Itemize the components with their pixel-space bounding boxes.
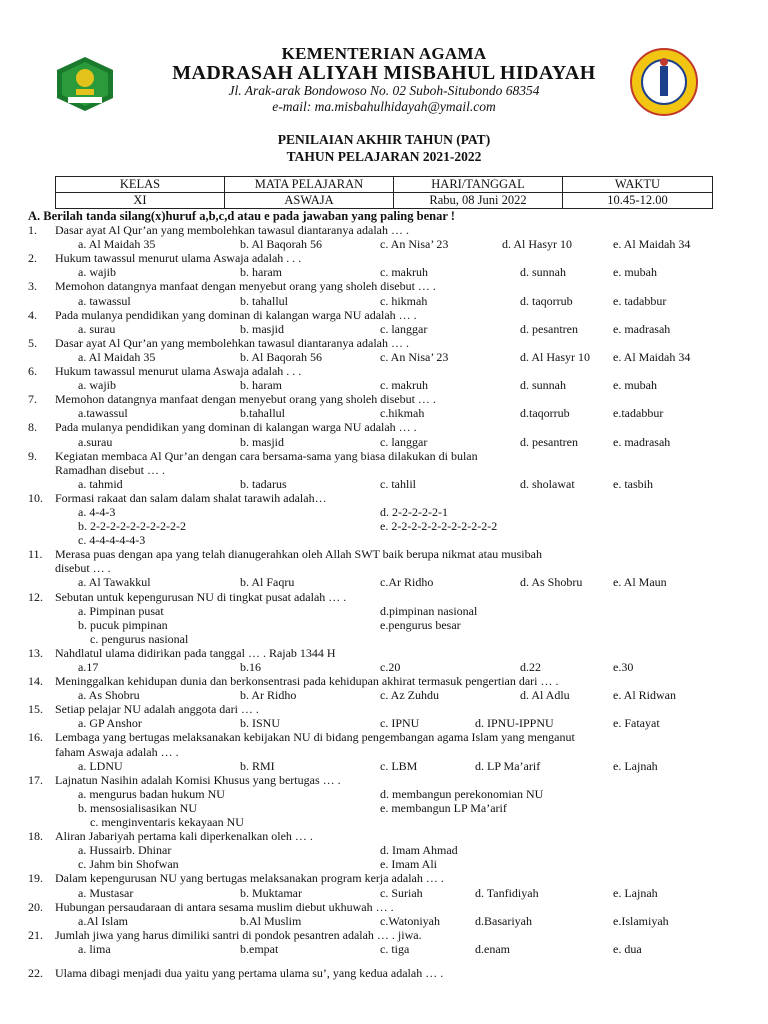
- answer-option: a. LDNU: [78, 758, 123, 773]
- question-6: [28, 364, 728, 378]
- question-8: [28, 420, 728, 434]
- answer-options-row: [28, 435, 728, 449]
- answer-options-row: [28, 378, 728, 392]
- answer-option: c.Ar Ridho: [380, 575, 434, 590]
- answer-option: a. tahmid: [78, 476, 123, 491]
- answer-options-row: [28, 618, 728, 632]
- answer-option: c. menginventaris kekayaan NU: [90, 815, 244, 830]
- answer-option: e. Imam Ali: [380, 857, 437, 872]
- answer-option: e. Lajnah: [613, 885, 658, 900]
- question-continuation: [28, 561, 728, 575]
- exam-year: TAHUN PELAJARAN 2021-2022: [286, 149, 482, 164]
- answer-option: a.surau: [78, 434, 113, 449]
- answer-option: e. Al Maidah 34: [613, 237, 691, 252]
- answer-option: c. An Nisa’ 23: [380, 237, 449, 252]
- answer-options-row: [28, 660, 728, 674]
- answer-option: e. madrasah: [613, 434, 671, 449]
- section-a-text: A. Berilah tanda silang(x)huruf a,b,c,d atau e pada jawaban yang paling benar !: [28, 209, 455, 223]
- answer-options-row: [28, 322, 728, 336]
- answer-option: e. 2-2-2-2-2-2-2-2-2-2-2: [380, 519, 498, 534]
- question-17: [28, 773, 728, 787]
- answer-option: e. tadabbur: [613, 293, 667, 308]
- question-number: 15.: [28, 702, 43, 717]
- answer-option: a. Hussairb. Dhinar: [78, 843, 172, 858]
- question-text-cont: disebut … .: [55, 561, 111, 576]
- answer-options-row: [28, 350, 728, 364]
- header-waktu: WAKTU: [563, 177, 713, 193]
- answer-option: c. langgar: [380, 321, 428, 336]
- question-continuation: [28, 463, 728, 477]
- letterhead: [0, 0, 768, 170]
- question-14: [28, 674, 728, 688]
- value-waktu: 10.45-12.00: [563, 193, 713, 209]
- question-7: [28, 392, 728, 406]
- question-22: [28, 966, 728, 980]
- answer-option: e. Al Ridwan: [613, 688, 676, 703]
- answer-option: d.Basariyah: [475, 913, 532, 928]
- question-text: Hukum tawassul menurut ulama Aswaja adalah . . .: [55, 364, 302, 379]
- answer-option: e. mubah: [613, 265, 657, 280]
- question-number: 8.: [28, 420, 37, 435]
- answer-option: b. RMI: [240, 758, 275, 773]
- answer-option: b. Ar Ridho: [240, 688, 297, 703]
- answer-option: c. LBM: [380, 758, 418, 773]
- answer-option: a. Al Maidah 35: [78, 237, 156, 252]
- question-number: 21.: [28, 927, 43, 942]
- answer-options-row: [28, 857, 728, 871]
- answer-option: c. An Nisa’ 23: [380, 349, 449, 364]
- exam-title: PENILAIAN AKHIR TAHUN (PAT): [277, 132, 491, 147]
- question-number: 2.: [28, 251, 37, 266]
- question-number: 1.: [28, 223, 37, 238]
- question-continuation: [28, 745, 728, 759]
- answer-option: d.enam: [475, 941, 510, 956]
- answer-option: b.Al Muslim: [240, 913, 302, 928]
- answer-option: c. langgar: [380, 434, 428, 449]
- question-12: [28, 590, 728, 604]
- school-address: Jl. Arak-arak Bondowoso No. 02 Suboh-Situbondo 68354: [228, 83, 540, 98]
- answer-option: d. sunnah: [520, 265, 566, 280]
- question-number: 4.: [28, 307, 37, 322]
- question-number: 3.: [28, 279, 37, 294]
- answer-option: a. 4-4-3: [78, 504, 116, 519]
- question-number: 14.: [28, 674, 43, 689]
- question-text: Lembaga yang bertugas melaksanakan kebijakan NU di bidang pengembangan agama Islam yang menganut: [55, 730, 575, 745]
- answer-option: e.pengurus besar: [380, 617, 461, 632]
- answer-option: b. mensosialisasikan NU: [78, 800, 197, 815]
- question-number: 16.: [28, 730, 43, 745]
- question-5: [28, 336, 728, 350]
- ministry-name: KEMENTERIAN AGAMA: [281, 44, 487, 63]
- answer-options-row: [28, 716, 728, 730]
- answer-option: b. pucuk pimpinan: [78, 617, 168, 632]
- answer-option: b. 2-2-2-2-2-2-2-2-2-2: [78, 519, 186, 534]
- answer-options-row: [28, 477, 728, 491]
- answer-options-row: [28, 237, 728, 251]
- answer-option: e. Fatayat: [613, 716, 660, 731]
- question-text: Hukum tawassul menurut ulama Aswaja adalah . . .: [55, 251, 302, 266]
- question-text: Lajnatun Nasihin adalah Komisi Khusus yang bertugas … .: [55, 772, 341, 787]
- question-text: Dasar ayat Al Qur’an yang membolehkan tawasul diantaranya adalah … .: [55, 223, 409, 238]
- question-text: Dasar ayat Al Qur’an yang membolehkan tawasul diantaranya adalah … .: [55, 335, 409, 350]
- answer-option: a.tawassul: [78, 406, 128, 421]
- answer-option: b. haram: [240, 378, 282, 393]
- answer-option: a. surau: [78, 321, 116, 336]
- question-18: [28, 829, 728, 843]
- answer-options-row: [28, 759, 728, 773]
- answer-option: b. ISNU: [240, 716, 281, 731]
- answer-option: b. haram: [240, 265, 282, 280]
- answer-option: e. madrasah: [613, 321, 671, 336]
- question-20: [28, 900, 728, 914]
- question-3: [28, 279, 728, 293]
- question-number: 18.: [28, 829, 43, 844]
- question-number: 20.: [28, 899, 43, 914]
- answer-options-row: [28, 632, 728, 646]
- answer-options-row: [28, 533, 728, 547]
- answer-option: b. Al Baqorah 56: [240, 349, 322, 364]
- question-number: 7.: [28, 392, 37, 407]
- question-text: Nahdlatul ulama didirikan pada tanggal … . Rajab 1344 H: [55, 645, 336, 660]
- question-19: [28, 871, 728, 885]
- answer-option: a.17: [78, 660, 99, 674]
- answer-option: e.30: [613, 660, 634, 674]
- answer-option: e. Lajnah: [613, 758, 658, 773]
- answer-option: d. LP Ma’arif: [475, 758, 541, 773]
- answer-option: d. 2-2-2-2-2-1: [380, 504, 448, 519]
- answer-option: e. mubah: [613, 378, 657, 393]
- answer-option: c.hikmah: [380, 406, 425, 421]
- question-text: Formasi rakaat dan salam dalam shalat tarawih adalah…: [55, 490, 327, 505]
- answer-options-row: [28, 886, 728, 900]
- question-text: Sebutan untuk kepengurusan NU di tingkat pusat adalah … .: [55, 589, 347, 604]
- answer-option: a. Al Tawakkul: [78, 575, 151, 590]
- answer-option: c. Suriah: [380, 885, 423, 900]
- question-list: [28, 209, 728, 980]
- question-number: 5.: [28, 335, 37, 350]
- answer-option: a. wajib: [78, 378, 116, 393]
- answer-option: b. tadarus: [240, 476, 287, 491]
- answer-options-row: [28, 604, 728, 618]
- answer-option: c.Watoniyah: [380, 913, 441, 928]
- answer-option: a. wajib: [78, 265, 116, 280]
- question-number: 22.: [28, 965, 43, 980]
- question-text: Jumlah jiwa yang harus dimiliki santri di pondok pesantren adalah … . jiwa.: [55, 927, 422, 942]
- answer-option: c. 4-4-4-4-4-3: [78, 533, 146, 548]
- answer-option: a. Pimpinan pusat: [78, 603, 164, 618]
- question-text-cont: Ramadhan disebut … .: [55, 462, 165, 477]
- answer-option: d. sunnah: [520, 378, 566, 393]
- answer-option: a. Al Maidah 35: [78, 349, 156, 364]
- question-11: [28, 547, 728, 561]
- answer-options-row: [28, 942, 728, 956]
- question-13: [28, 646, 728, 660]
- answer-option: d. IPNU-IPPNU: [475, 716, 554, 731]
- answer-options-row: [28, 815, 728, 829]
- answer-option: c. pengurus nasional: [90, 631, 189, 646]
- question-text: Kegiatan membaca Al Qur’an dengan cara bersama-sama yang biasa dilakukan di bulan: [55, 448, 478, 463]
- question-number: 19.: [28, 871, 43, 886]
- answer-option: c.20: [380, 660, 401, 674]
- answer-option: b. Al Baqorah 56: [240, 237, 322, 252]
- question-4: [28, 308, 728, 322]
- answer-option: d. Tanfidiyah: [475, 885, 539, 900]
- question-text: Dalam kepengurusan NU yang bertugas melaksanakan program kerja adalah … .: [55, 871, 444, 886]
- answer-option: d.22: [520, 660, 541, 674]
- question-2: [28, 251, 728, 265]
- question-16: [28, 730, 728, 744]
- question-number: 13.: [28, 645, 43, 660]
- question-text: Memohon datangnya manfaat dengan menyebut orang yang sholeh disebut … .: [55, 392, 436, 407]
- answer-option: e. dua: [613, 941, 642, 956]
- answer-options-row: [28, 914, 728, 928]
- answer-option: b. Muktamar: [240, 885, 302, 900]
- answer-option: b. masjid: [240, 321, 284, 336]
- answer-option: c. tahlil: [380, 476, 416, 491]
- answer-option: d. pesantren: [520, 321, 578, 336]
- question-text: Merasa puas dengan apa yang telah dianugerahkan oleh Allah SWT baik berupa nikmat atau musibah: [55, 547, 542, 562]
- question-number: 11.: [28, 547, 43, 562]
- answer-option: a. tawassul: [78, 293, 131, 308]
- exam-info-table: [55, 176, 713, 209]
- answer-option: a. As Shobru: [78, 688, 140, 703]
- answer-options-row: [28, 688, 728, 702]
- answer-option: e. membangun LP Ma’arif: [380, 800, 507, 815]
- answer-option: d. Imam Ahmad: [380, 843, 458, 858]
- answer-options-row: [28, 801, 728, 815]
- answer-option: b. masjid: [240, 434, 284, 449]
- answer-option: a.Al Islam: [78, 913, 128, 928]
- question-text: Pada mulanya pendidikan yang dominan di kalangan warga NU adalah … .: [55, 307, 417, 322]
- question-text: Hubungan persaudaraan di antara sesama muslim diebut ukhuwah … .: [55, 899, 394, 914]
- answer-option: a. GP Anshor: [78, 716, 142, 731]
- answer-option: e. Al Maidah 34: [613, 349, 691, 364]
- header-mapel: MATA PELAJARAN: [225, 177, 394, 193]
- answer-option: e. Al Maun: [613, 575, 667, 590]
- question-1: [28, 223, 728, 237]
- answer-option: c. IPNU: [380, 716, 420, 731]
- question-text: Setiap pelajar NU adalah anggota dari … .: [55, 702, 259, 717]
- answer-option: c. hikmah: [380, 293, 428, 308]
- answer-options-row: [28, 575, 728, 589]
- answer-options-row: [28, 265, 728, 279]
- answer-option: b. tahallul: [240, 293, 288, 308]
- answer-option: e.tadabbur: [613, 406, 664, 421]
- answer-option: b.16: [240, 660, 261, 674]
- answer-option: d. Al Hasyr 10: [520, 349, 590, 364]
- answer-option: d.pimpinan nasional: [380, 603, 478, 618]
- answer-option: a. Mustasar: [78, 885, 134, 900]
- value-mapel: ASWAJA: [225, 193, 394, 209]
- answer-options-row: [28, 519, 728, 533]
- question-text: Meninggalkan kehidupan dunia dan berkonsentrasi pada kehidupan akhirat termasuk pengertian dari … .: [55, 674, 559, 689]
- question-21: [28, 928, 728, 942]
- question-number: 10.: [28, 490, 43, 505]
- section-instruction: [28, 209, 728, 223]
- header-tanggal: HARI/TANGGAL: [394, 177, 563, 193]
- answer-option: c. Az Zuhdu: [380, 688, 439, 703]
- question-text: Memohon datangnya manfaat dengan menyebut orang yang sholeh disebut … .: [55, 279, 436, 294]
- answer-option: d. As Shobru: [520, 575, 583, 590]
- question-9: [28, 449, 728, 463]
- answer-option: d. pesantren: [520, 434, 578, 449]
- answer-option: b. Al Faqru: [240, 575, 295, 590]
- answer-option: c. Jahm bin Shofwan: [78, 857, 179, 872]
- answer-option: e.Islamiyah: [613, 913, 669, 928]
- value-kelas: XI: [56, 193, 225, 209]
- question-text: Ulama dibagi menjadi dua yaitu yang pertama ulama su’, yang kedua adalah … .: [55, 965, 444, 980]
- answer-option: c. tiga: [380, 941, 410, 956]
- question-text-cont: faham Aswaja adalah … .: [55, 744, 179, 759]
- answer-option: d. taqorrub: [520, 293, 573, 308]
- answer-option: c. makruh: [380, 265, 428, 280]
- answer-option: d. Al Hasyr 10: [502, 237, 572, 252]
- answer-option: b.tahallul: [240, 406, 285, 421]
- answer-option: d. membangun perekonomian NU: [380, 786, 544, 801]
- answer-option: d. sholawat: [520, 476, 575, 491]
- question-15: [28, 702, 728, 716]
- answer-options-row: [28, 406, 728, 420]
- question-10: [28, 491, 728, 505]
- answer-options-row: [28, 787, 728, 801]
- answer-option: d.taqorrub: [520, 406, 570, 421]
- question-text: Pada mulanya pendidikan yang dominan di kalangan warga NU adalah … .: [55, 420, 417, 435]
- question-number: 17.: [28, 772, 43, 787]
- answer-options-row: [28, 843, 728, 857]
- school-name: MADRASAH ALIYAH MISBAHUL HIDAYAH: [172, 62, 596, 84]
- question-number: 12.: [28, 589, 43, 604]
- answer-option: e. tasbih: [613, 476, 653, 491]
- answer-option: c. makruh: [380, 378, 428, 393]
- question-number: 9.: [28, 448, 37, 463]
- value-tanggal: Rabu, 08 Juni 2022: [394, 193, 563, 209]
- answer-option: b.empat: [240, 941, 279, 956]
- answer-options-row: [28, 505, 728, 519]
- answer-option: d. Al Adlu: [520, 688, 570, 703]
- answer-options-row: [28, 294, 728, 308]
- header-kelas: KELAS: [56, 177, 225, 193]
- school-email: e-mail: ma.misbahulhidayah@ymail.com: [272, 99, 496, 114]
- question-number: 6.: [28, 364, 37, 379]
- answer-option: a. lima: [78, 941, 111, 956]
- question-text: Aliran Jabariyah pertama kali diperkenalkan oleh … .: [55, 829, 313, 844]
- answer-option: a. mengurus badan hukum NU: [78, 786, 225, 801]
